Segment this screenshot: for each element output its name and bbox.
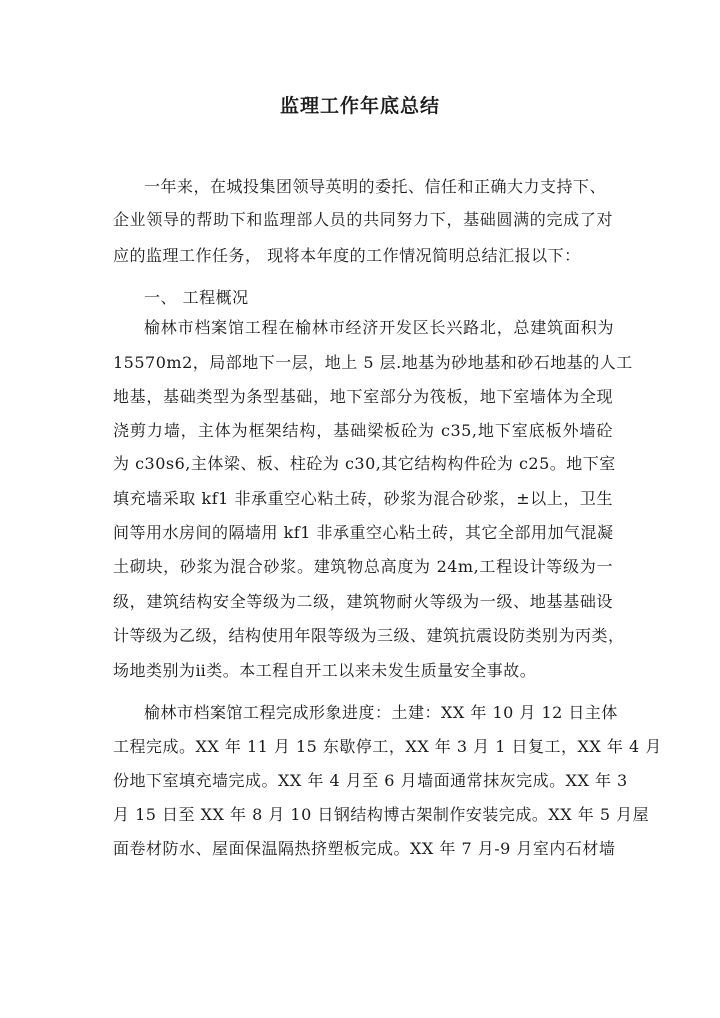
document-title: 监理工作年底总结 — [279, 95, 440, 117]
paragraph-line: 月 15 日至 XX 年 8 月 10 日钢结构博古架制作安装完成。XX 年 5 月屋 — [113, 805, 650, 824]
paragraph-line: 份地下室填充墙完成。XX 年 4 月至 6 月墙面通常抹灰完成。XX 年 3 — [113, 771, 628, 790]
paragraph-line: 榆林市档案馆工程在榆林市经济开发区长兴路北，总建筑面积为 — [144, 318, 614, 337]
paragraph-line: 填充墙采取 kf1 非承重空心粘土砖，砂浆为混合砂浆，±以上，卫生 — [113, 489, 613, 508]
paragraph-line: 场地类别为ⅱ类。本工程自开工以来未发生质量安全事故。 — [113, 661, 537, 680]
paragraph-line: 计等级为乙级，结构使用年限等级为三级、建筑抗震设防类别为丙类， — [113, 626, 625, 645]
paragraph-line: 应的监理工作任务， 现将本年度的工作情况简明总结汇报以下： — [113, 246, 581, 265]
paragraph-line: 地基，基础类型为条型基础，地下室部分为筏板，地下室墙体为全现 — [113, 387, 613, 406]
paragraph-line: 间等用水房间的隔墙用 kf1 非承重空心粘土砖，其它全部用加气混凝 — [113, 523, 614, 542]
section-heading: 一、 工程概况 — [144, 288, 249, 307]
paragraph-line: 15570m2，局部地下一层，地上 5 层.地基为砂地基和砂石地基的人工 — [113, 353, 633, 372]
paragraph-line: 为 c30s6,主体梁、板、柱砼为 c30,其它结构构件砼为 c25。地下室 — [113, 454, 616, 473]
paragraph-line: 土砌块，砂浆为混合砂浆。建筑物总高度为 24m,工程设计等级为一 — [113, 557, 613, 576]
paragraph-line: 榆林市档案馆工程完成形象进度：土建：XX 年 10 月 12 日主体 — [144, 703, 618, 722]
paragraph-line: 企业领导的帮助下和监理部人员的共同努力下，基础圆满的完成了对 — [113, 210, 613, 229]
paragraph-line: 一年来，在城投集团领导英明的委托、信任和正确大力支持下、 — [144, 177, 607, 196]
paragraph-line: 面卷材防水、屋面保温隔热挤塑板完成。XX 年 7 月-9 月室内石材墙 — [113, 839, 616, 858]
paragraph-line: 浇剪力墙，主体为框架结构，基础梁板砼为 c35,地下室底板外墙砼 — [113, 421, 613, 440]
paragraph-line: 工程完成。XX 年 11 月 15 东歇停工，XX 年 3 月 1 日复工，XX 年 4 月 — [113, 737, 662, 756]
paragraph-line: 级，建筑结构安全等级为二级，建筑物耐火等级为一级、地基基础设 — [113, 592, 613, 611]
